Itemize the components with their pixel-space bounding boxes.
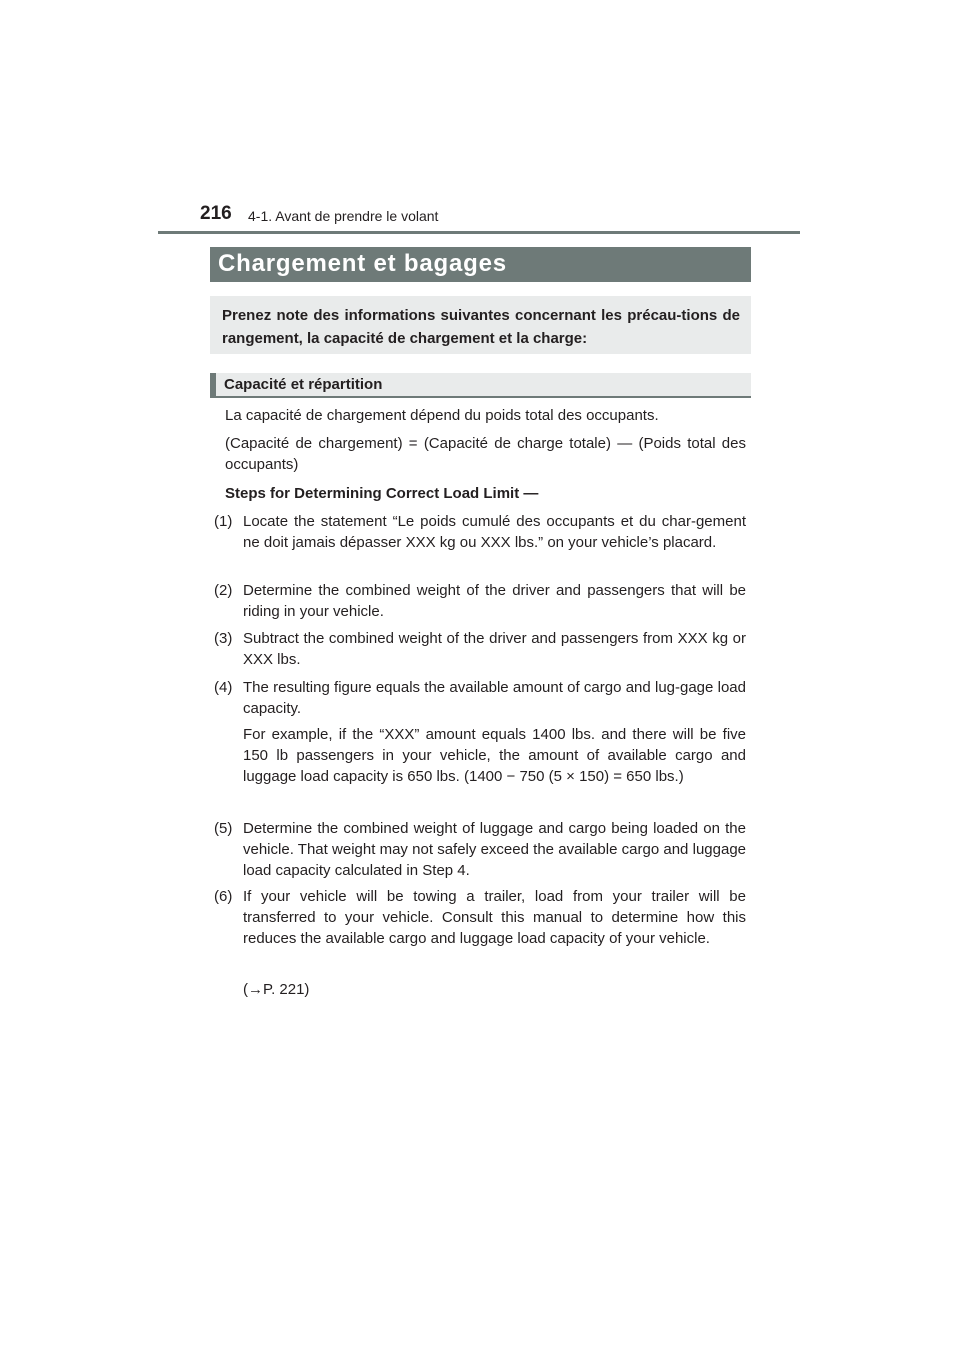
title-banner (210, 247, 751, 282)
paragraph-capacity: La capacité de chargement dépend du poids total des occupants. (225, 407, 659, 424)
example-paragraph: For example, if the “XXX” amount equals 1400 lbs. and there will be five 150 lb passengers in your vehicle, the amount of available cargo and luggage load capacity is 650 lbs. (1400 − 750 (5 × 150) = 650 lbs.) (243, 726, 746, 786)
section-breadcrumb: 4-1. Avant de prendre le volant (248, 208, 439, 224)
page-reference-link[interactable]: (→P. 221) (243, 981, 310, 998)
step-text: Determine the combined weight of the driver and passengers that will be riding in your vehicle. (243, 582, 746, 621)
step-number: (3) (214, 630, 233, 647)
step-text: The resulting figure equals the available amount of cargo and lug-gage load capacity. (243, 679, 746, 718)
step-number: (4) (214, 679, 233, 696)
step-text: Subtract the combined weight of the driver and passengers from XXX kg or XXX lbs. (243, 630, 746, 669)
header-divider (158, 231, 800, 234)
step-number: (2) (214, 582, 233, 599)
intro-box (210, 296, 751, 354)
steps-heading: Steps for Determining Correct Load Limit — (225, 485, 539, 502)
page-number: 216 (200, 203, 232, 224)
subheading-bar (210, 373, 751, 398)
step-number: (1) (214, 513, 233, 530)
page-title: Chargement et bagages (218, 250, 507, 277)
step-item (214, 628, 746, 670)
paragraph-formula: (Capacité de chargement) = (Capacité de charge totale) — (Poids total des occupants) (225, 435, 746, 473)
step-item (214, 511, 746, 553)
subheading: Capacité et répartition (224, 376, 383, 393)
step-number: (6) (214, 888, 233, 905)
step-item (214, 886, 746, 950)
step-number: (5) (214, 820, 233, 837)
intro-text: Prenez note des informations suivantes concernant les précau-tions de rangement, la capacité de chargement et la charge: (222, 307, 740, 347)
step-item (214, 580, 746, 622)
step-text: Determine the combined weight of luggage and cargo being loaded on the vehicle. That weight may not safely exceed the available cargo and luggage load capacity calculated in Step 4. (243, 820, 746, 880)
step-item (214, 677, 746, 719)
step-text: If your vehicle will be towing a trailer, load from your trailer will be transferred to your vehicle. Consult this manual to determine how this reduces the available cargo and luggage load capacity of your vehicle. (243, 888, 746, 948)
step-item (214, 818, 746, 882)
step-text: Locate the statement “Le poids cumulé des occupants et du char-gement ne doit jamais dépasser XXX kg ou XXX lbs.” on your vehicle’s placard. (243, 513, 746, 552)
subheading-accent (210, 373, 216, 398)
